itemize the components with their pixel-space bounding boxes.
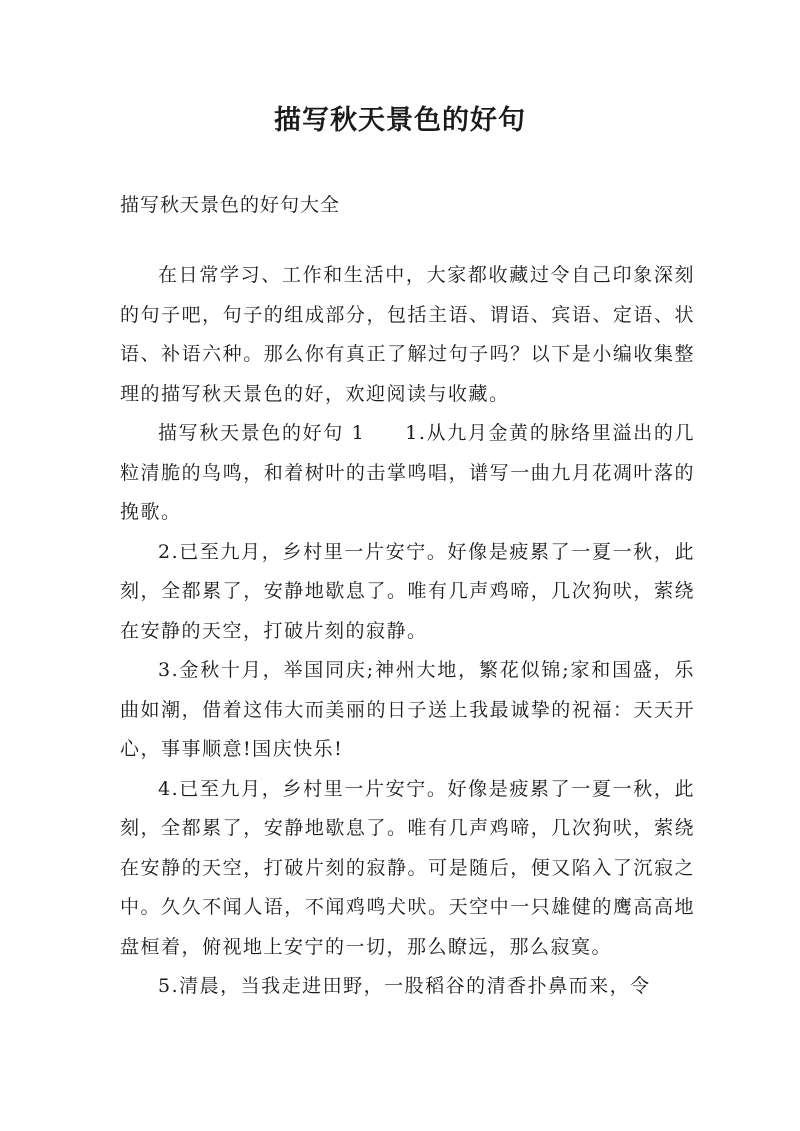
document-subtitle: 描写秋天景色的好句大全 xyxy=(120,194,341,216)
item-3: 3.金秋十月，举国同庆;神州大地，繁花似锦;家和国盛，乐曲如潮，借着这伟大而美丽的日子送上我最诚挚的祝福：天天开心，事事顺意!国庆快乐! xyxy=(120,659,695,760)
item-1: 1.从九月金黄的脉络里溢出的几粒清脆的鸟鸣，和着树叶的击掌鸣唱，谱写一曲九月花凋叶落的挽歌。 xyxy=(120,422,695,523)
section-heading: 描写秋天景色的好句 1 xyxy=(158,422,366,444)
item-5: 5.清晨，当我走进田野，一股稻谷的清香扑鼻而来，令 xyxy=(158,975,651,997)
section-paragraph xyxy=(120,414,695,533)
item-4: 4.已至九月，乡村里一片安宁。好像是疲累了一夏一秋，此刻，全都累了，安静地歇息了。唯有几声鸡啼，几次狗吠，萦绕在安静的天空，打破片刻的寂静。可是随后，便又陷入了沉寂之中。久久不闻人语，不闻鸡鸣犬吠。天空中一只雄健的鹰高高地盘桓着，俯视地上安宁的一切，那么瞭远，那么寂寞。 xyxy=(120,777,695,958)
item-2: 2.已至九月，乡村里一片安宁。好像是疲累了一夏一秋，此刻，全都累了，安静地歇息了。唯有几声鸡啼，几次狗吠，萦绕在安静的天空，打破片刻的寂静。 xyxy=(120,540,695,642)
document-title: 描写秋天景色的好句 xyxy=(274,105,526,136)
document-body xyxy=(120,256,695,1007)
intro-paragraph: 在日常学习、工作和生活中，大家都收藏过令自己印象深刻的句子吧，句子的组成部分，包括主语、谓语、宾语、定语、状语、补语六种。那么你有真正了解过句子吗？以下是小编收集整理的描写秋天景色的好，欢迎阅读与收藏。 xyxy=(120,264,695,405)
